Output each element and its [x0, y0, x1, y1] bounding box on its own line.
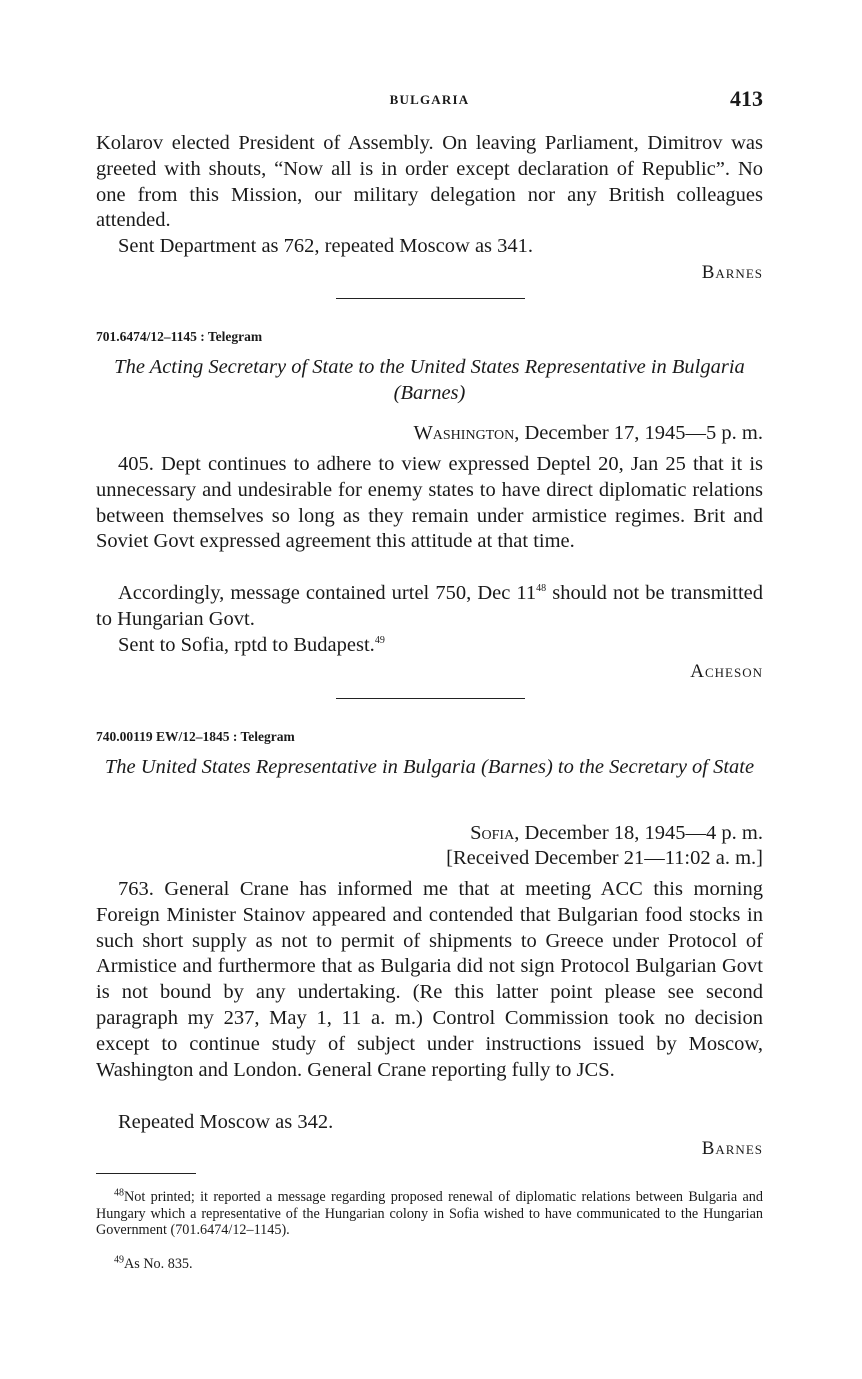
doc2-file-number: 701.6474/12–1145 : Telegram	[96, 329, 263, 344]
footnote-49-text: As No. 835.	[124, 1256, 193, 1272]
footnote-49-mark: 49	[114, 1254, 124, 1266]
doc2-dateline-date: December 17, 1945—5 p. m.	[519, 422, 763, 444]
footnote-ref-48: 48	[536, 583, 547, 595]
doc1-paragraph-1: Kolarov elected President of Assembly. On leaving Parliament, Dimitrov was greeted with shouts, “Now all is in order except declaration of Republic”. No one from this Mission, our military delegation nor any British colleagues attended.	[96, 132, 763, 232]
doc2-paragraph-2-text-a: Accordingly, message contained urtel 750, Dec 11	[118, 582, 537, 604]
footnote-48-text: Not printed; it reported a message regarding proposed renewal of diplomatic relations between Bulgaria and Hungary which a representative of the Hungarian colony in Sofia wished to have communicated to the Hungarian Government (701.6474/12–1145).	[96, 1189, 763, 1238]
footnote-48	[96, 1189, 763, 1239]
doc2-dateline-place: Washington,	[413, 422, 520, 444]
section-divider	[336, 298, 525, 299]
doc3-paragraph-2: Repeated Moscow as 342.	[118, 1111, 334, 1133]
doc2-paragraph-2-text-b: should not be transmitted to Hungarian Govt.	[96, 582, 763, 630]
doc3-heading: The United States Representative in Bulgaria (Barnes) to the Secretary of State	[104, 756, 755, 778]
doc3-dateline-date: December 18, 1945—4 p. m.	[519, 822, 763, 844]
doc2-paragraph-3-text: Sent to Sofia, rptd to Budapest.	[118, 634, 375, 656]
footnote-48-mark: 48	[114, 1187, 124, 1199]
running-title: BULGARIA	[389, 92, 470, 107]
doc2-heading: The Acting Secretary of State to the United States Representative in Bulgaria (Barnes)	[114, 356, 745, 404]
doc3-dateline-place: Sofia,	[470, 822, 520, 844]
footnote-49	[96, 1256, 763, 1273]
section-divider	[336, 698, 525, 699]
footnote-divider	[96, 1173, 196, 1174]
doc3-dateline	[470, 822, 763, 845]
running-head	[96, 88, 763, 118]
doc1-signature: Barnes	[701, 262, 763, 283]
doc1-paragraph-2: Sent Department as 762, repeated Moscow as 341.	[118, 235, 534, 257]
doc2-paragraph-3	[96, 633, 763, 659]
doc3-received-line: [Received December 21—11:02 a. m.]	[446, 847, 763, 869]
doc2-paragraph-1: 405. Dept continues to adhere to view expressed Deptel 20, Jan 25 that it is unnecessary and undesirable for enemy states to have direct diplomatic relations between themselves so long as they remain under armistice regimes. Brit and Soviet Govt expressed agreement this attitude at that time.	[96, 453, 763, 553]
doc3-file-number: 740.00119 EW/12–1845 : Telegram	[96, 729, 295, 744]
doc2-dateline	[413, 422, 763, 445]
doc3-signature: Barnes	[701, 1138, 763, 1159]
doc3-paragraph-1: 763. General Crane has informed me that at meeting ACC this morning Foreign Minister Stainov appeared and contended that Bulgarian food stocks in such short supply as not to permit of shipments to Greece under Protocol of Armistice and furthermore that as Bulgaria did not sign Protocol Bulgarian Govt is not bound by any undertaking. (Re this latter point please see second paragraph my 237, May 1, 11 a. m.) Control Commission took no decision except to continue study of subject under instructions issued by Moscow, Washington and London. General Crane reporting fully to JCS.	[96, 878, 763, 1081]
doc2-paragraph-2	[96, 581, 763, 633]
footnote-ref-49: 49	[374, 635, 385, 647]
page-number: 413	[730, 86, 763, 111]
doc2-signature: Acheson	[690, 661, 763, 682]
